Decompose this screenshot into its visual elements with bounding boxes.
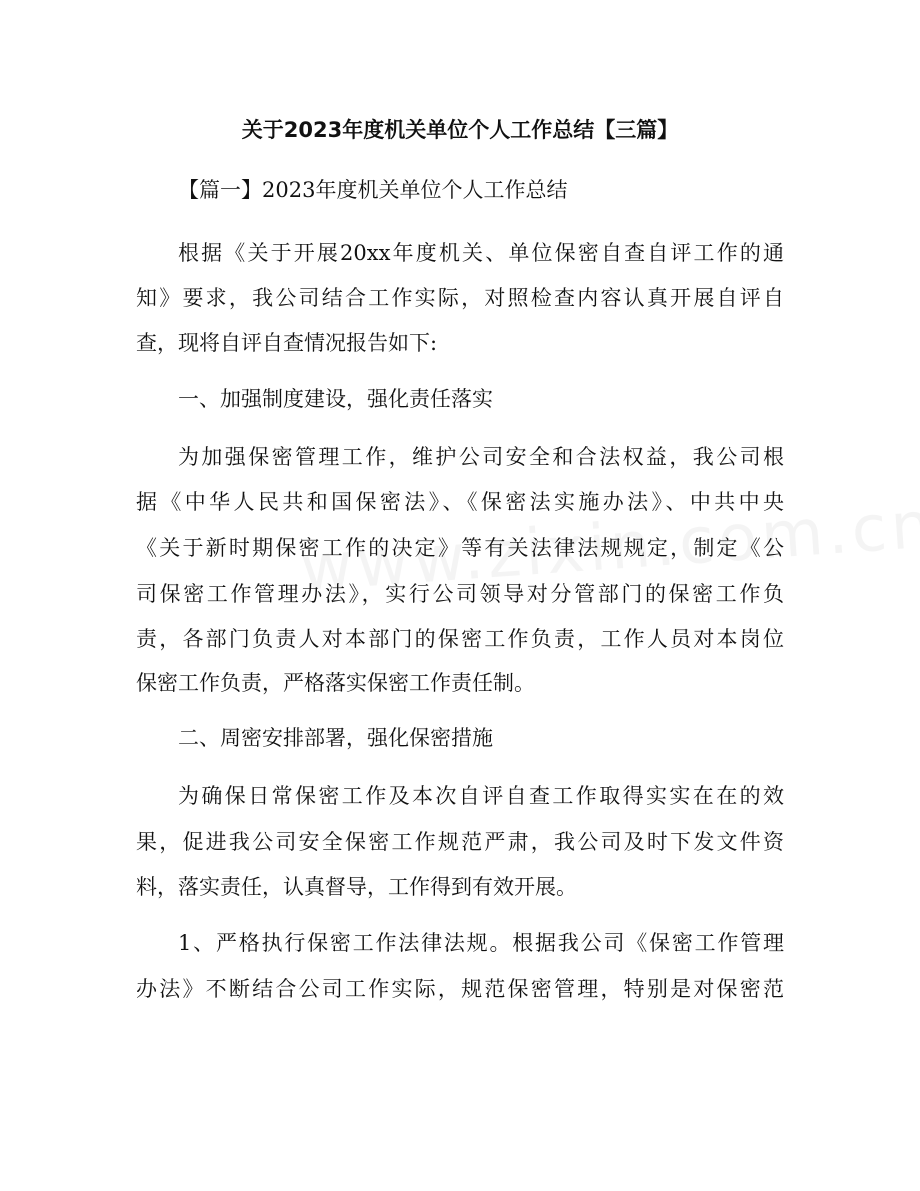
paragraph-line: 为加强保密管理工作，维护公司安全和合法权益，我公司根 xyxy=(178,445,784,469)
paragraph-line: 1、严格执行保密工作法律法规。根据我公司《保密工作管理 xyxy=(178,931,784,955)
paragraph-line: 司保密工作管理办法》，实行公司领导对分管部门的保密工作负 xyxy=(136,582,784,606)
paragraph-line: 查，现将自评自查情况报告如下: xyxy=(136,331,438,355)
paragraph-line: 果，促进我公司安全保密工作规范严肃，我公司及时下发文件资 xyxy=(136,830,784,854)
paragraph-line: 根据《关于开展20xx年度机关、单位保密自查自评工作的通 xyxy=(178,241,784,265)
paragraph-line: 责，各部门负责人对本部门的保密工作负责，工作人员对本岗位 xyxy=(136,627,784,651)
section-heading-two: 二、周密安排部署，强化保密措施 xyxy=(178,726,493,750)
paragraph-line: 保密工作负责，严格落实保密工作责任制。 xyxy=(136,671,535,695)
paragraph-line: 办法》不断结合公司工作实际，规范保密管理，特别是对保密范 xyxy=(136,977,784,1001)
document-title: 关于2023年度机关单位个人工作总结【三篇】 xyxy=(241,118,679,142)
paragraph-line: 知》要求，我公司结合工作实际，对照检查内容认真开展自评自 xyxy=(136,286,784,310)
section-heading-one: 一、加强制度建设，强化责任落实 xyxy=(178,387,493,411)
paragraph-line: 据《中华人民共和国保密法》、《保密法实施办法》、中共中央 xyxy=(136,490,784,514)
paragraph-line: 《关于新时期保密工作的决定》等有关法律法规规定，制定《公 xyxy=(136,536,784,560)
paragraph-line: 为确保日常保密工作及本次自评自查工作取得实实在在的效 xyxy=(178,784,784,808)
section-heading-part-one: 【篇一】2023年度机关单位个人工作总结 xyxy=(178,178,568,202)
paragraph-line: 料，落实责任，认真督导，工作得到有效开展。 xyxy=(136,875,577,899)
